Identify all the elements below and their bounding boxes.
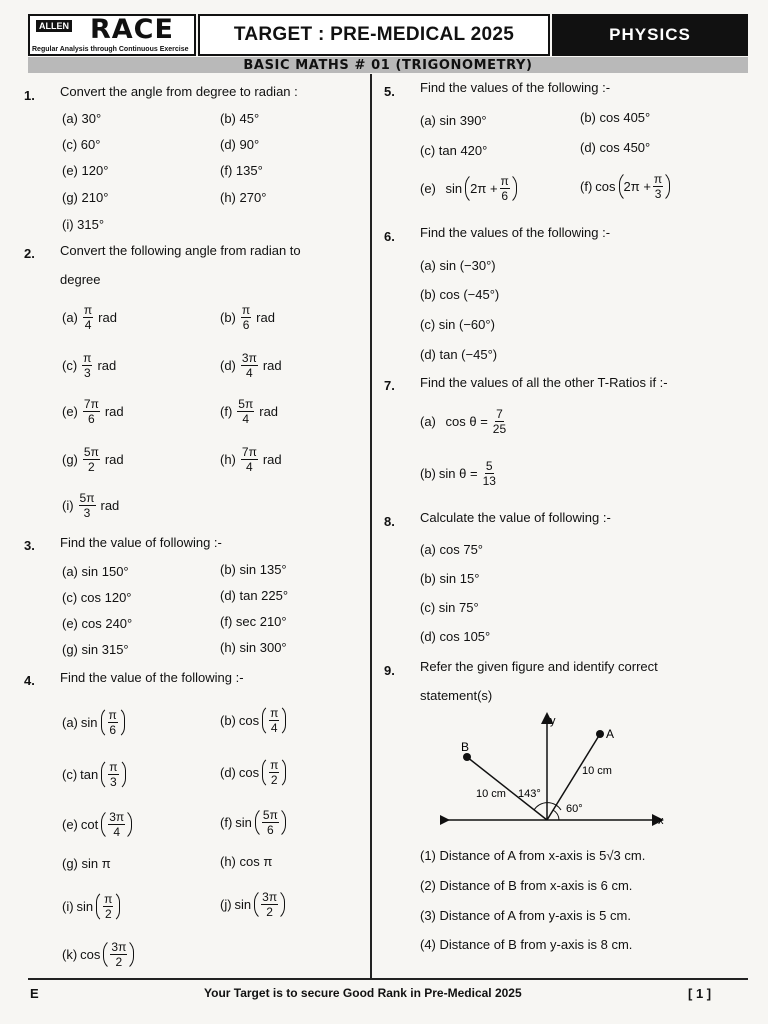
q5-e-fn: sin (445, 181, 463, 196)
logo-tagline: Regular Analysis through Continuous Exercise (32, 46, 189, 53)
q9-text-cont: statement(s) (420, 688, 493, 703)
function-name: sin (235, 815, 252, 830)
point-a-label: A (606, 727, 615, 741)
q2-option (220, 304, 275, 331)
frac-denominator: 3 (83, 506, 91, 520)
q7-text: Find the values of all the other T-Ratios if :- (420, 375, 668, 390)
q5-f-frac (653, 173, 663, 200)
page-number: [ 1 ] (688, 986, 712, 1001)
q4-option (220, 756, 286, 789)
q1-option: (e) 120° (62, 163, 109, 178)
option-label: (k) (62, 947, 78, 962)
q3-text: Find the value of following :- (60, 535, 222, 550)
function-name: sin (76, 899, 94, 914)
q5-f-paren (619, 170, 671, 203)
frac-numerator: 5π (83, 445, 99, 459)
q8-number: 8. (384, 514, 395, 529)
frac-numerator: π (653, 172, 663, 186)
q1-option: (i) 315° (62, 217, 105, 232)
fraction (269, 759, 279, 786)
section-title-bar (28, 57, 748, 73)
option-label: (d) (220, 765, 236, 780)
frac-numerator: 7π (83, 397, 99, 411)
x-label: x (658, 815, 664, 827)
q5-e-paren (465, 172, 517, 205)
frac-numerator: 3π (111, 940, 127, 954)
option-label: (e) (62, 404, 78, 419)
q5-e-label: (e) (420, 181, 436, 196)
option-label: (f) (220, 404, 233, 419)
frac-numerator: 3π (109, 810, 125, 824)
fraction (110, 941, 127, 968)
q3-option: (c) cos 120° (62, 590, 132, 605)
point-a (596, 730, 604, 738)
q2-option (62, 304, 117, 331)
q6-option: (b) cos (−45°) (420, 287, 500, 302)
q1-option: (h) 270° (220, 190, 267, 205)
q7-a-label: (a) (420, 414, 436, 429)
q2-text-cont: degree (60, 272, 101, 287)
column-divider (370, 74, 372, 978)
unit-label: rad (262, 452, 282, 467)
frac-numerator: π (109, 760, 118, 774)
q8-text: Calculate the value of following :- (420, 510, 611, 525)
q6-number: 6. (384, 229, 395, 244)
q7-b-frac (483, 460, 496, 487)
option-label: (h) (220, 452, 236, 467)
q3-option: (f) sec 210° (220, 614, 287, 629)
q4-text: Find the value of the following :- (60, 670, 244, 685)
fraction (241, 352, 258, 379)
unit-label: rad (256, 310, 275, 325)
q3-option: (d) tan 225° (220, 588, 289, 603)
q9-option: (2) Distance of B from x-axis is 6 cm. (420, 878, 633, 893)
q4-option (220, 806, 286, 839)
q1-option: (g) 210° (62, 190, 109, 205)
section-title: BASIC MATHS # 01 (TRIGONOMETRY) (243, 57, 533, 73)
q9-text: Refer the given figure and identify correct (420, 659, 658, 674)
target-title: TARGET : PRE-MEDICAL 2025 (233, 24, 515, 45)
fraction (83, 446, 100, 473)
q6-text: Find the values of the following :- (420, 225, 611, 240)
target-banner (198, 14, 550, 56)
function-name: sin (234, 897, 252, 912)
option-label: (c) (62, 358, 78, 373)
q5-f-pre: 2π + (623, 179, 651, 194)
q1-option: (a) 30° (62, 111, 102, 126)
q5-text: Find the values of the following :- (420, 80, 611, 95)
frac-numerator: π (108, 708, 117, 722)
parenthesis (101, 758, 125, 791)
function-name: tan (80, 767, 99, 782)
q4-option-h: (h) cos π (220, 854, 273, 869)
q3-option: (b) sin 135° (220, 562, 287, 577)
q4-option (62, 706, 125, 739)
fraction (108, 811, 125, 838)
q9-figure (440, 712, 670, 832)
q4-option (62, 808, 132, 841)
q2-option (62, 492, 119, 519)
frac-denominator: 3 (110, 775, 117, 789)
unit-label: rad (104, 404, 124, 419)
option-label: (j) (220, 897, 232, 912)
q5-f-label: (f) (580, 179, 593, 194)
option-label: (g) (62, 452, 78, 467)
q2-number: 2. (24, 246, 35, 261)
race-wordmark: RACE (90, 14, 174, 45)
footer-divider (28, 978, 748, 980)
frac-denominator: 2 (266, 905, 273, 919)
fraction (262, 809, 279, 836)
option-label: (e) (62, 817, 78, 832)
fraction (83, 304, 93, 331)
parenthesis (254, 888, 285, 921)
q6-option: (a) sin (−30°) (420, 258, 496, 273)
frac-denominator: 3 (654, 187, 662, 201)
q6-option: (c) sin (−60°) (420, 317, 495, 332)
frac-numerator: 3π (262, 890, 278, 904)
fraction (241, 446, 258, 473)
y-label: y (550, 715, 556, 727)
option-label: (i) (62, 498, 74, 513)
fraction (82, 352, 92, 379)
unit-label: rad (100, 498, 120, 513)
angle-a-label: 60° (566, 803, 583, 815)
frac-denominator: 4 (270, 721, 278, 735)
option-label: (a) (62, 310, 78, 325)
q2-option (220, 398, 278, 425)
q2-option (220, 446, 282, 473)
angle-arc-a (553, 810, 559, 820)
q7-option-a (420, 408, 508, 435)
parenthesis (262, 704, 286, 737)
q2-option (62, 352, 116, 379)
option-label: (a) (62, 715, 78, 730)
fraction (103, 893, 113, 920)
frac-numerator: π (270, 758, 279, 772)
unit-label: rad (98, 310, 117, 325)
q4-option (62, 938, 134, 971)
frac-denominator: 6 (242, 318, 250, 332)
q9-option: (3) Distance of A from y-axis is 5 cm. (420, 908, 631, 923)
frac-numerator: 7π (241, 445, 257, 459)
q2-option (62, 446, 124, 473)
function-name: cos (238, 765, 260, 780)
race-logo (28, 14, 196, 56)
q3-option: (h) sin 300° (220, 640, 287, 655)
q5-number: 5. (384, 84, 395, 99)
q8-option: (d) cos 105° (420, 629, 491, 644)
function-name: cos (80, 947, 101, 962)
frac-denominator: 6 (501, 189, 509, 203)
q4-option (62, 890, 120, 923)
option-label: (b) (220, 310, 236, 325)
function-name: cot (80, 817, 99, 832)
q4-number: 4. (24, 673, 35, 688)
point-b (463, 753, 471, 761)
option-label: (f) (220, 815, 233, 830)
option-label: (c) (62, 767, 78, 782)
fraction (83, 398, 100, 425)
frac-numerator: 3π (241, 351, 257, 365)
frac-denominator: 6 (88, 412, 95, 426)
subject-banner (552, 14, 748, 56)
frac-denominator: 4 (113, 825, 121, 839)
frac-numerator: π (83, 303, 93, 317)
length-ob-label: 10 cm (476, 788, 506, 800)
frac-denominator: 6 (267, 823, 274, 837)
frac-denominator: 2 (115, 955, 123, 969)
q8-option: (b) sin 15° (420, 571, 480, 586)
parenthesis (262, 756, 286, 789)
q6-option: (d) tan (−45°) (420, 347, 498, 362)
fraction (261, 891, 278, 918)
unit-label: rad (262, 358, 282, 373)
frac-denominator: 25 (492, 422, 507, 436)
frac-numerator: 5π (79, 491, 95, 505)
parenthesis (96, 890, 120, 923)
unit-label: rad (97, 358, 117, 373)
q3-option: (e) cos 240° (62, 616, 133, 631)
q9-option: (1) Distance of A from x-axis is 5√3 cm. (420, 848, 646, 863)
q8-option: (a) cos 75° (420, 542, 484, 557)
frac-denominator: 4 (246, 460, 253, 474)
frac-numerator: π (83, 351, 92, 365)
q5-option: (d) cos 450° (580, 140, 651, 155)
parenthesis (101, 706, 125, 739)
q3-number: 3. (24, 538, 35, 553)
q7-a-lhs: cos θ = (445, 414, 488, 429)
q1-option: (d) 90° (220, 137, 260, 152)
q5-option-e (420, 172, 517, 205)
frac-numerator: π (500, 174, 509, 188)
q2-text: Convert the following angle from radian to (60, 243, 301, 258)
q7-b-lhs: sin θ = (438, 466, 478, 481)
q5-option: (c) tan 420° (420, 143, 488, 158)
q1-option: (c) 60° (62, 137, 101, 152)
q5-option: (a) sin 390° (420, 113, 487, 128)
q2-option (62, 398, 124, 425)
subject-title: PHYSICS (609, 25, 691, 44)
fraction (108, 761, 118, 788)
footer-motto: Your Target is to secure Good Rank in Pre-Medical 2025 (204, 986, 522, 1000)
unit-label: rad (259, 404, 279, 419)
fraction (241, 304, 251, 331)
q5-option-f (580, 170, 670, 203)
frac-denominator: 2 (104, 907, 112, 921)
q9-option: (4) Distance of B from y-axis is 8 cm. (420, 937, 633, 952)
q5-option: (b) cos 405° (580, 110, 651, 125)
unit-label: rad (104, 452, 124, 467)
frac-numerator: π (270, 706, 279, 720)
fraction (79, 492, 96, 519)
frac-numerator: 5π (262, 808, 278, 822)
frac-numerator: 5 (485, 459, 493, 473)
parenthesis (103, 938, 134, 971)
footer-left-mark: E (30, 986, 39, 1001)
frac-denominator: 13 (482, 474, 496, 488)
q2-option (220, 352, 282, 379)
allen-logo: ALLEN (36, 20, 72, 32)
q7-a-frac (493, 408, 506, 435)
q9-number: 9. (384, 663, 395, 678)
fraction (237, 398, 254, 425)
q5-e-pre: 2π + (470, 181, 498, 196)
fraction (108, 709, 118, 736)
q4-option (62, 758, 126, 791)
frac-denominator: 3 (83, 366, 91, 380)
frac-denominator: 2 (270, 773, 278, 787)
q5-e-frac (500, 175, 510, 202)
point-b-label: B (461, 740, 470, 754)
q3-option: (g) sin 315° (62, 642, 129, 657)
q1-number: 1. (24, 88, 35, 103)
frac-denominator: 6 (109, 723, 116, 737)
q4-option (220, 888, 285, 921)
option-label: (d) (220, 358, 236, 373)
q4-option-g: (g) sin π (62, 856, 111, 871)
q7-b-label: (b) (420, 466, 436, 481)
option-label: (b) (220, 713, 236, 728)
frac-numerator: π (104, 892, 113, 906)
frac-numerator: 5π (238, 397, 254, 411)
frac-denominator: 4 (246, 366, 253, 380)
q1-text: Convert the angle from degree to radian : (60, 84, 298, 99)
q4-option (220, 704, 286, 737)
q1-option: (b) 45° (220, 111, 260, 126)
frac-denominator: 4 (242, 412, 250, 426)
q1-option: (f) 135° (220, 163, 263, 178)
length-oa-label: 10 cm (582, 765, 612, 777)
q7-number: 7. (384, 378, 395, 393)
frac-numerator: π (241, 303, 251, 317)
option-label: (i) (62, 899, 74, 914)
angle-b-label: 143° (518, 788, 541, 800)
function-name: sin (80, 715, 98, 730)
q7-option-b (420, 460, 498, 487)
frac-denominator: 4 (84, 318, 92, 332)
frac-denominator: 2 (88, 460, 95, 474)
parenthesis (255, 806, 286, 839)
q3-option: (a) sin 150° (62, 564, 129, 579)
q5-f-fn: cos (595, 179, 616, 194)
fraction (269, 707, 279, 734)
function-name: cos (238, 713, 260, 728)
parenthesis (101, 808, 132, 841)
frac-numerator: 7 (496, 407, 503, 421)
q8-option: (c) sin 75° (420, 600, 479, 615)
